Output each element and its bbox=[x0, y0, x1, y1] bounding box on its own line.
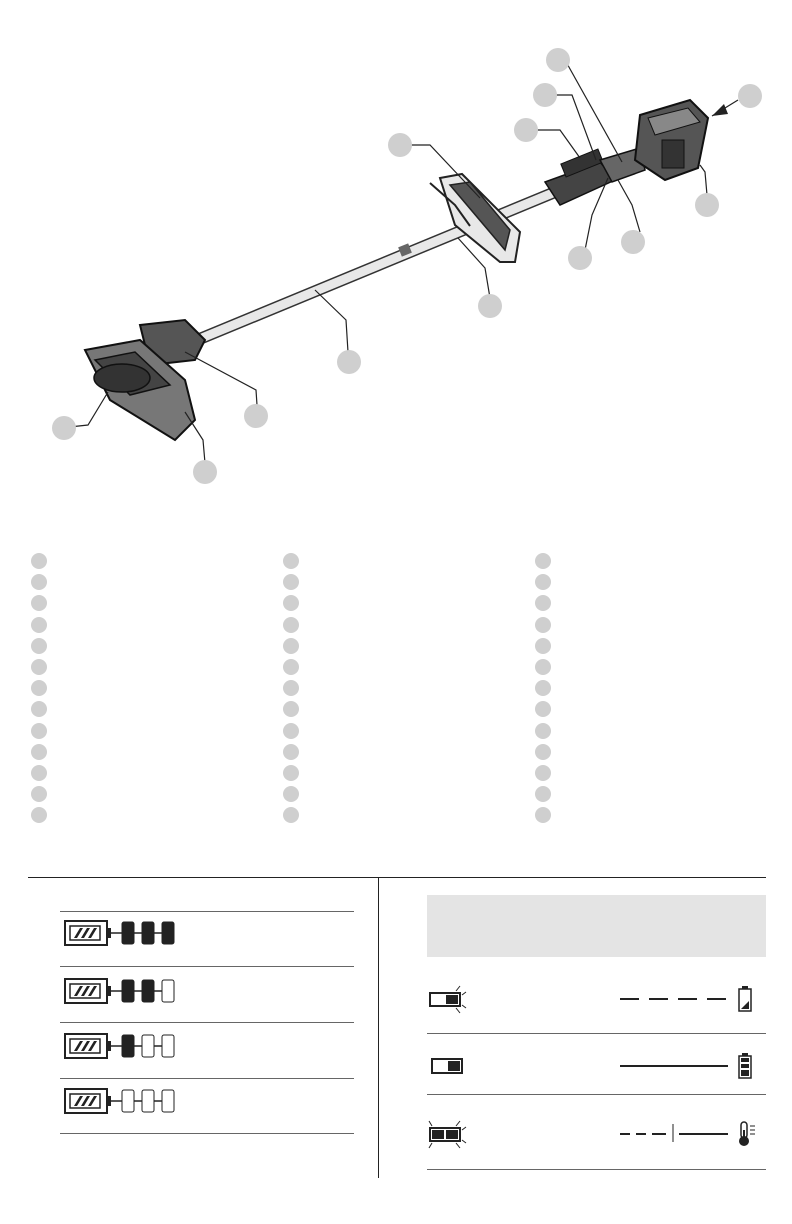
fuel-gauge-rule bbox=[60, 1078, 354, 1079]
legend-marker bbox=[31, 701, 47, 717]
charge-bar bbox=[122, 1090, 134, 1112]
status-row bbox=[427, 1118, 766, 1152]
indicator-one-blink-icon bbox=[430, 986, 466, 1013]
fuel-gauge-row bbox=[64, 1086, 180, 1116]
legend-marker bbox=[283, 765, 299, 781]
status-rule bbox=[427, 1169, 766, 1170]
legend-marker bbox=[283, 659, 299, 675]
charge-bar bbox=[142, 922, 154, 944]
thermometer-icon bbox=[739, 1122, 755, 1146]
battery-icon bbox=[65, 921, 111, 945]
charge-bar bbox=[122, 922, 134, 944]
charge-bar bbox=[122, 980, 134, 1002]
battery-icon bbox=[65, 1034, 111, 1058]
legend-marker bbox=[283, 595, 299, 611]
battery-icon bbox=[65, 1089, 111, 1113]
legend-marker bbox=[283, 786, 299, 802]
legend-marker bbox=[31, 617, 47, 633]
fuel-gauge-rule bbox=[60, 911, 354, 912]
legend-marker bbox=[31, 659, 47, 675]
legend-marker bbox=[283, 807, 299, 823]
legend-marker bbox=[31, 807, 47, 823]
legend-marker bbox=[535, 595, 551, 611]
table-header-band bbox=[427, 895, 766, 957]
fuel-gauge-row bbox=[64, 1031, 180, 1061]
battery-pack bbox=[635, 100, 708, 180]
legend-marker bbox=[535, 765, 551, 781]
charge-bar bbox=[122, 1035, 134, 1057]
legend-marker bbox=[31, 765, 47, 781]
charge-bar bbox=[142, 1035, 154, 1057]
legend-marker bbox=[31, 638, 47, 654]
legend-marker bbox=[535, 574, 551, 590]
legend-marker bbox=[283, 617, 299, 633]
legend-marker bbox=[535, 553, 551, 569]
legend-marker bbox=[283, 680, 299, 696]
battery-low-icon bbox=[739, 986, 751, 1011]
legend-marker bbox=[31, 723, 47, 739]
legend-marker bbox=[31, 786, 47, 802]
fuel-gauge-rule bbox=[60, 966, 354, 967]
legend-marker bbox=[31, 744, 47, 760]
legend-marker bbox=[31, 680, 47, 696]
fuel-gauge-rule bbox=[60, 1133, 354, 1134]
legend-marker bbox=[283, 574, 299, 590]
battery-insert-arrow bbox=[712, 104, 728, 116]
section-rule bbox=[28, 877, 766, 878]
legend-marker bbox=[535, 680, 551, 696]
status-rule bbox=[427, 1094, 766, 1095]
string-trimmer-diagram bbox=[0, 0, 792, 500]
dash-solid-pattern bbox=[620, 1124, 728, 1142]
fuel-gauge-row bbox=[64, 976, 180, 1006]
battery-full-icon bbox=[739, 1053, 751, 1078]
legend-marker bbox=[283, 553, 299, 569]
legend-marker bbox=[535, 617, 551, 633]
legend-marker bbox=[31, 574, 47, 590]
status-rule bbox=[427, 1033, 766, 1034]
status-row bbox=[427, 1050, 766, 1084]
legend-marker bbox=[535, 744, 551, 760]
legend-marker bbox=[283, 638, 299, 654]
legend-marker bbox=[283, 723, 299, 739]
charge-bar bbox=[162, 1035, 174, 1057]
legend-marker bbox=[31, 553, 47, 569]
charge-bar bbox=[142, 980, 154, 1002]
legend-marker bbox=[535, 638, 551, 654]
legend-marker bbox=[535, 659, 551, 675]
fuel-gauge-rule bbox=[60, 1022, 354, 1023]
charge-bar bbox=[162, 922, 174, 944]
legend-marker bbox=[283, 744, 299, 760]
legend-marker bbox=[283, 701, 299, 717]
trimmer-shaft bbox=[185, 190, 560, 345]
charge-bar bbox=[162, 980, 174, 1002]
charge-bar bbox=[142, 1090, 154, 1112]
legend-marker bbox=[31, 595, 47, 611]
status-row bbox=[427, 983, 766, 1017]
charge-bar bbox=[162, 1090, 174, 1112]
fuel-gauge-row bbox=[64, 918, 180, 948]
indicator-both-blink-icon bbox=[429, 1121, 466, 1148]
column-divider bbox=[378, 878, 379, 1178]
battery-icon bbox=[65, 979, 111, 1003]
legend-marker bbox=[535, 786, 551, 802]
legend-marker bbox=[535, 807, 551, 823]
motor-and-head bbox=[85, 320, 205, 440]
indicator-one-solid-icon bbox=[432, 1059, 462, 1073]
auxiliary-handle bbox=[430, 174, 520, 262]
legend-marker bbox=[535, 701, 551, 717]
legend-marker bbox=[535, 723, 551, 739]
parts-legend bbox=[0, 548, 792, 838]
